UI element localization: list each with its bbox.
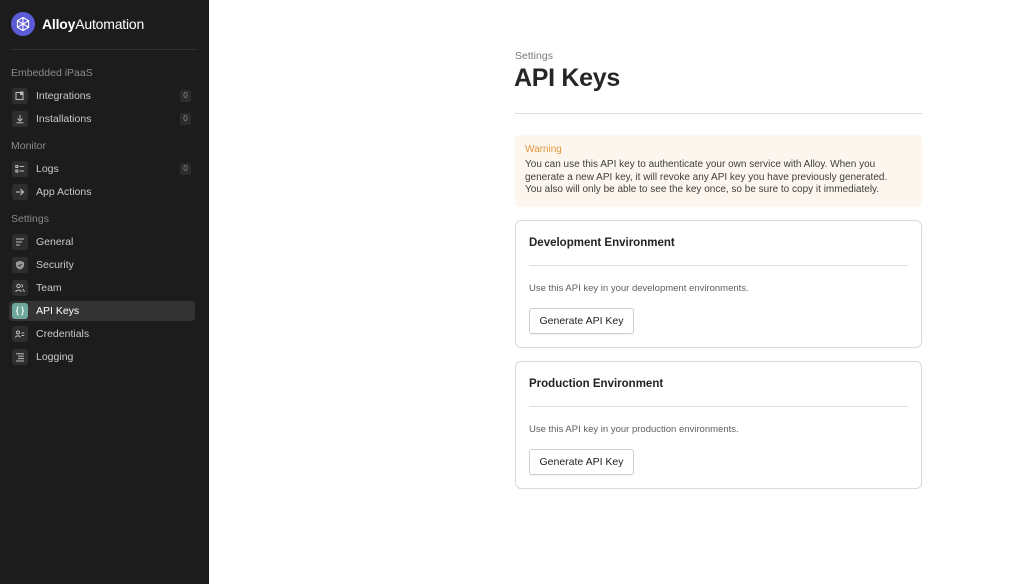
sidebar-item-general[interactable]	[9, 232, 195, 252]
sidebar-item-logs[interactable]	[9, 159, 195, 179]
card-title: Production Environment	[529, 378, 664, 390]
count-badge: 0	[180, 90, 191, 102]
sidebar-item-credentials[interactable]	[9, 324, 195, 344]
sidebar-item-security[interactable]	[9, 255, 195, 275]
warning-line: You can use this API key to authenticate your own service with Alloy. When you	[525, 159, 876, 170]
team-icon	[12, 280, 28, 296]
warning-text	[525, 159, 912, 197]
sidebar-item-label: Logging	[36, 351, 74, 363]
card-title: Development Environment	[529, 237, 675, 249]
card-description: Use this API key in your production environments.	[529, 424, 739, 435]
sidebar-divider	[11, 49, 197, 50]
download-icon	[12, 111, 28, 127]
sidebar-item-label: App Actions	[36, 186, 92, 198]
sidebar	[0, 0, 209, 584]
sidebar-item-label: Logs	[36, 163, 59, 175]
section-label-settings: Settings	[11, 213, 49, 225]
sidebar-item-api-keys[interactable]	[9, 301, 195, 321]
sidebar-item-app-actions[interactable]	[9, 182, 195, 202]
brand-name	[42, 16, 144, 32]
sidebar-item-label: Integrations	[36, 90, 91, 102]
page-title: API Keys	[514, 64, 620, 92]
brand-name-strong: Alloy	[42, 16, 76, 32]
sidebar-item-integrations[interactable]	[9, 86, 195, 106]
sidebar-item-label: Credentials	[36, 328, 90, 340]
brand-name-light: Automation	[75, 16, 145, 32]
count-badge: 0	[180, 163, 191, 175]
card-description: Use this API key in your development environments.	[529, 283, 749, 294]
lines-icon	[12, 234, 28, 250]
sidebar-item-label: General	[36, 236, 74, 248]
list-icon	[12, 349, 28, 365]
section-label-monitor: Monitor	[11, 140, 47, 152]
integrations-icon	[12, 88, 28, 104]
development-environment-card	[515, 220, 922, 348]
warning-line: generate a new API key, it will revoke any API key you have previously generated.	[525, 171, 888, 183]
warning-line: You also will only be able to see the key once, so be sure to copy it immediately.	[525, 184, 880, 195]
sidebar-item-team[interactable]	[9, 278, 195, 298]
breadcrumb: Settings	[515, 50, 553, 62]
warning-title: Warning	[525, 144, 562, 155]
sidebar-item-label: Security	[36, 259, 74, 271]
sidebar-item-installations[interactable]	[9, 109, 195, 129]
alloy-logo-icon	[11, 12, 35, 36]
title-divider	[515, 113, 922, 114]
sidebar-item-label: Installations	[36, 113, 92, 125]
braces-icon	[12, 303, 28, 319]
generate-dev-api-key-button[interactable]: Generate API Key	[529, 308, 634, 334]
production-environment-card	[515, 361, 922, 489]
arrow-right-icon	[12, 184, 28, 200]
card-divider	[529, 265, 908, 266]
shield-icon	[12, 257, 28, 273]
generate-prod-api-key-button[interactable]: Generate API Key	[529, 449, 634, 475]
card-divider	[529, 406, 908, 407]
count-badge: 0	[180, 113, 191, 125]
section-label-embedded-ipaas: Embedded iPaaS	[11, 67, 93, 79]
sidebar-item-logging[interactable]	[9, 347, 195, 367]
logs-icon	[12, 161, 28, 177]
warning-callout	[515, 135, 922, 207]
credentials-icon	[12, 326, 28, 342]
sidebar-item-label: Team	[36, 282, 62, 294]
brand[interactable]	[11, 12, 144, 36]
sidebar-item-label: API Keys	[36, 305, 80, 317]
